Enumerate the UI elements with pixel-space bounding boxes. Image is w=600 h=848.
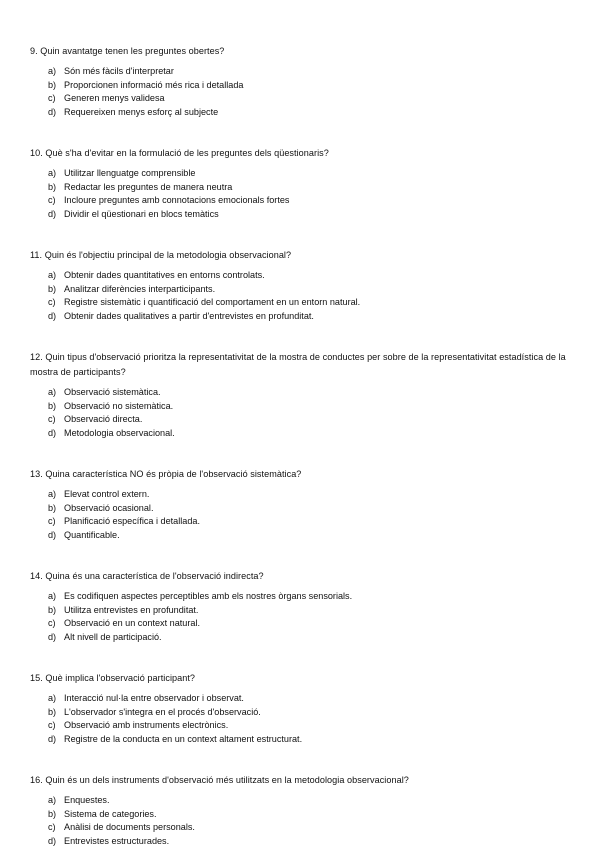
option-text: Quantificable. [64,529,120,540]
question-9 [30,44,575,119]
option-b [30,283,575,297]
option-letter: b) [48,706,57,717]
option-a [30,269,575,283]
option-a [30,590,575,604]
option-text: Sistema de categories. [64,808,157,819]
option-letter: d) [48,529,57,540]
option-text: Utilitza entrevistes en profunditat. [64,604,199,615]
option-letter: c) [48,720,56,730]
option-d [30,106,575,120]
option-list [30,386,575,440]
question-text: 16. Quin és un dels instruments d'observació més utilitzats en la metodologia observacional? [30,775,409,785]
option-text: Són més fàcils d'interpretar [64,66,174,76]
question-text: 15. Què implica l'observació participant? [30,673,196,683]
option-text: Proporcionen informació més rica i detallada [64,79,244,90]
option-letter: d) [48,733,57,744]
option-text: Enquestes. [64,795,110,805]
option-list [30,794,575,848]
question-text: 11. Quin és l'objectiu principal de la metodologia observacional? [30,250,292,260]
option-text: Metodologia observacional. [64,427,175,438]
option-b [30,502,575,516]
option-c [30,515,575,529]
option-letter: d) [48,835,57,846]
option-c [30,92,575,106]
option-letter: c) [48,822,56,832]
option-text: Anàlisi de documents personals. [64,822,195,832]
option-b [30,706,575,720]
option-letter: d) [48,106,57,117]
option-letter: c) [48,93,56,103]
question-15 [30,671,575,746]
option-letter: d) [48,208,57,219]
question-text: 10. Què s'ha d'evitar en la formulació de les preguntes dels qüestionaris? [30,148,329,158]
option-letter: a) [48,387,57,397]
option-letter: a) [48,489,57,499]
option-text: Observació en un context natural. [64,618,200,628]
option-letter: a) [48,66,57,76]
option-letter: a) [48,795,57,805]
option-text: Generen menys validesa [64,93,165,103]
option-text: Observació ocasional. [64,502,154,513]
option-d [30,427,575,441]
question-text: 9. Quin avantatge tenen les preguntes obertes? [30,46,225,56]
option-b [30,400,575,414]
option-a [30,167,575,181]
option-text: Obtenir dades qualitatives a partir d'entrevistes en profunditat. [64,310,314,321]
option-text: Alt nivell de participació. [64,631,162,642]
option-c [30,821,575,835]
question-16 [30,773,575,848]
option-text: Observació amb instruments electrònics. [64,720,229,730]
option-text: Observació sistemàtica. [64,387,161,397]
option-d [30,835,575,848]
option-letter: c) [48,516,56,526]
option-letter: b) [48,604,57,615]
document-page [30,44,575,848]
question-text: 13. Quina característica NO és pròpia de l'observació sistemàtica? [30,469,302,479]
option-d [30,733,575,747]
option-letter: b) [48,283,57,294]
question-11 [30,248,575,323]
option-list [30,590,575,644]
option-a [30,692,575,706]
option-letter: c) [48,297,56,307]
option-text: Analitzar diferències interparticipants. [64,283,216,294]
option-list [30,65,575,119]
option-b [30,181,575,195]
option-d [30,631,575,645]
option-a [30,488,575,502]
option-c [30,719,575,733]
option-text: Dividir el qüestionari en blocs temàtics [64,208,219,219]
option-text: Registre de la conducta en un context altament estructurat. [64,733,303,744]
question-text: 12. Quin tipus d'observació prioritza la representativitat de la mostra de conductes per sobre de la representativitat estadística de la mostra de participants? [30,352,566,377]
option-text: Interacció nul·la entre observador i observat. [64,693,244,703]
option-letter: a) [48,591,57,601]
option-text: Planificació específica i detallada. [64,516,200,526]
option-c [30,194,575,208]
question-13 [30,467,575,542]
option-text: Es codifiquen aspectes perceptibles amb els nostres òrgans sensorials. [64,591,353,601]
option-text: Observació no sistemàtica. [64,400,174,411]
question-text: 14. Quina és una característica de l'observació indirecta? [30,571,264,581]
option-letter: b) [48,79,57,90]
option-letter: d) [48,631,57,642]
option-letter: d) [48,427,57,438]
option-d [30,208,575,222]
option-letter: a) [48,270,57,280]
option-a [30,65,575,79]
option-a [30,794,575,808]
question-12 [30,350,575,440]
option-text: Elevat control extern. [64,489,150,499]
option-letter: a) [48,693,57,703]
option-b [30,808,575,822]
option-b [30,604,575,618]
option-text: Incloure preguntes amb connotacions emocionals fortes [64,195,290,205]
option-list [30,488,575,542]
option-letter: c) [48,618,56,628]
option-letter: b) [48,400,57,411]
option-c [30,296,575,310]
option-list [30,167,575,221]
option-list [30,692,575,746]
option-text: Utilitzar llenguatge comprensible [64,168,196,178]
option-letter: c) [48,195,56,205]
option-c [30,413,575,427]
option-letter: b) [48,181,57,192]
option-letter: a) [48,168,57,178]
option-letter: b) [48,502,57,513]
option-text: Redactar les preguntes de manera neutra [64,181,233,192]
option-text: Obtenir dades quantitatives en entorns controlats. [64,270,265,280]
option-text: Observació directa. [64,414,143,424]
option-list [30,269,575,323]
option-text: Registre sistemàtic i quantificació del comportament en un entorn natural. [64,297,361,307]
question-14 [30,569,575,644]
option-text: L'observador s'integra en el procés d'observació. [64,706,261,717]
option-c [30,617,575,631]
option-d [30,529,575,543]
option-letter: c) [48,414,56,424]
question-10 [30,146,575,221]
option-a [30,386,575,400]
option-text: Requereixen menys esforç al subjecte [64,106,219,117]
option-text: Entrevistes estructurades. [64,835,170,846]
option-b [30,79,575,93]
option-d [30,310,575,324]
option-letter: b) [48,808,57,819]
option-letter: d) [48,310,57,321]
